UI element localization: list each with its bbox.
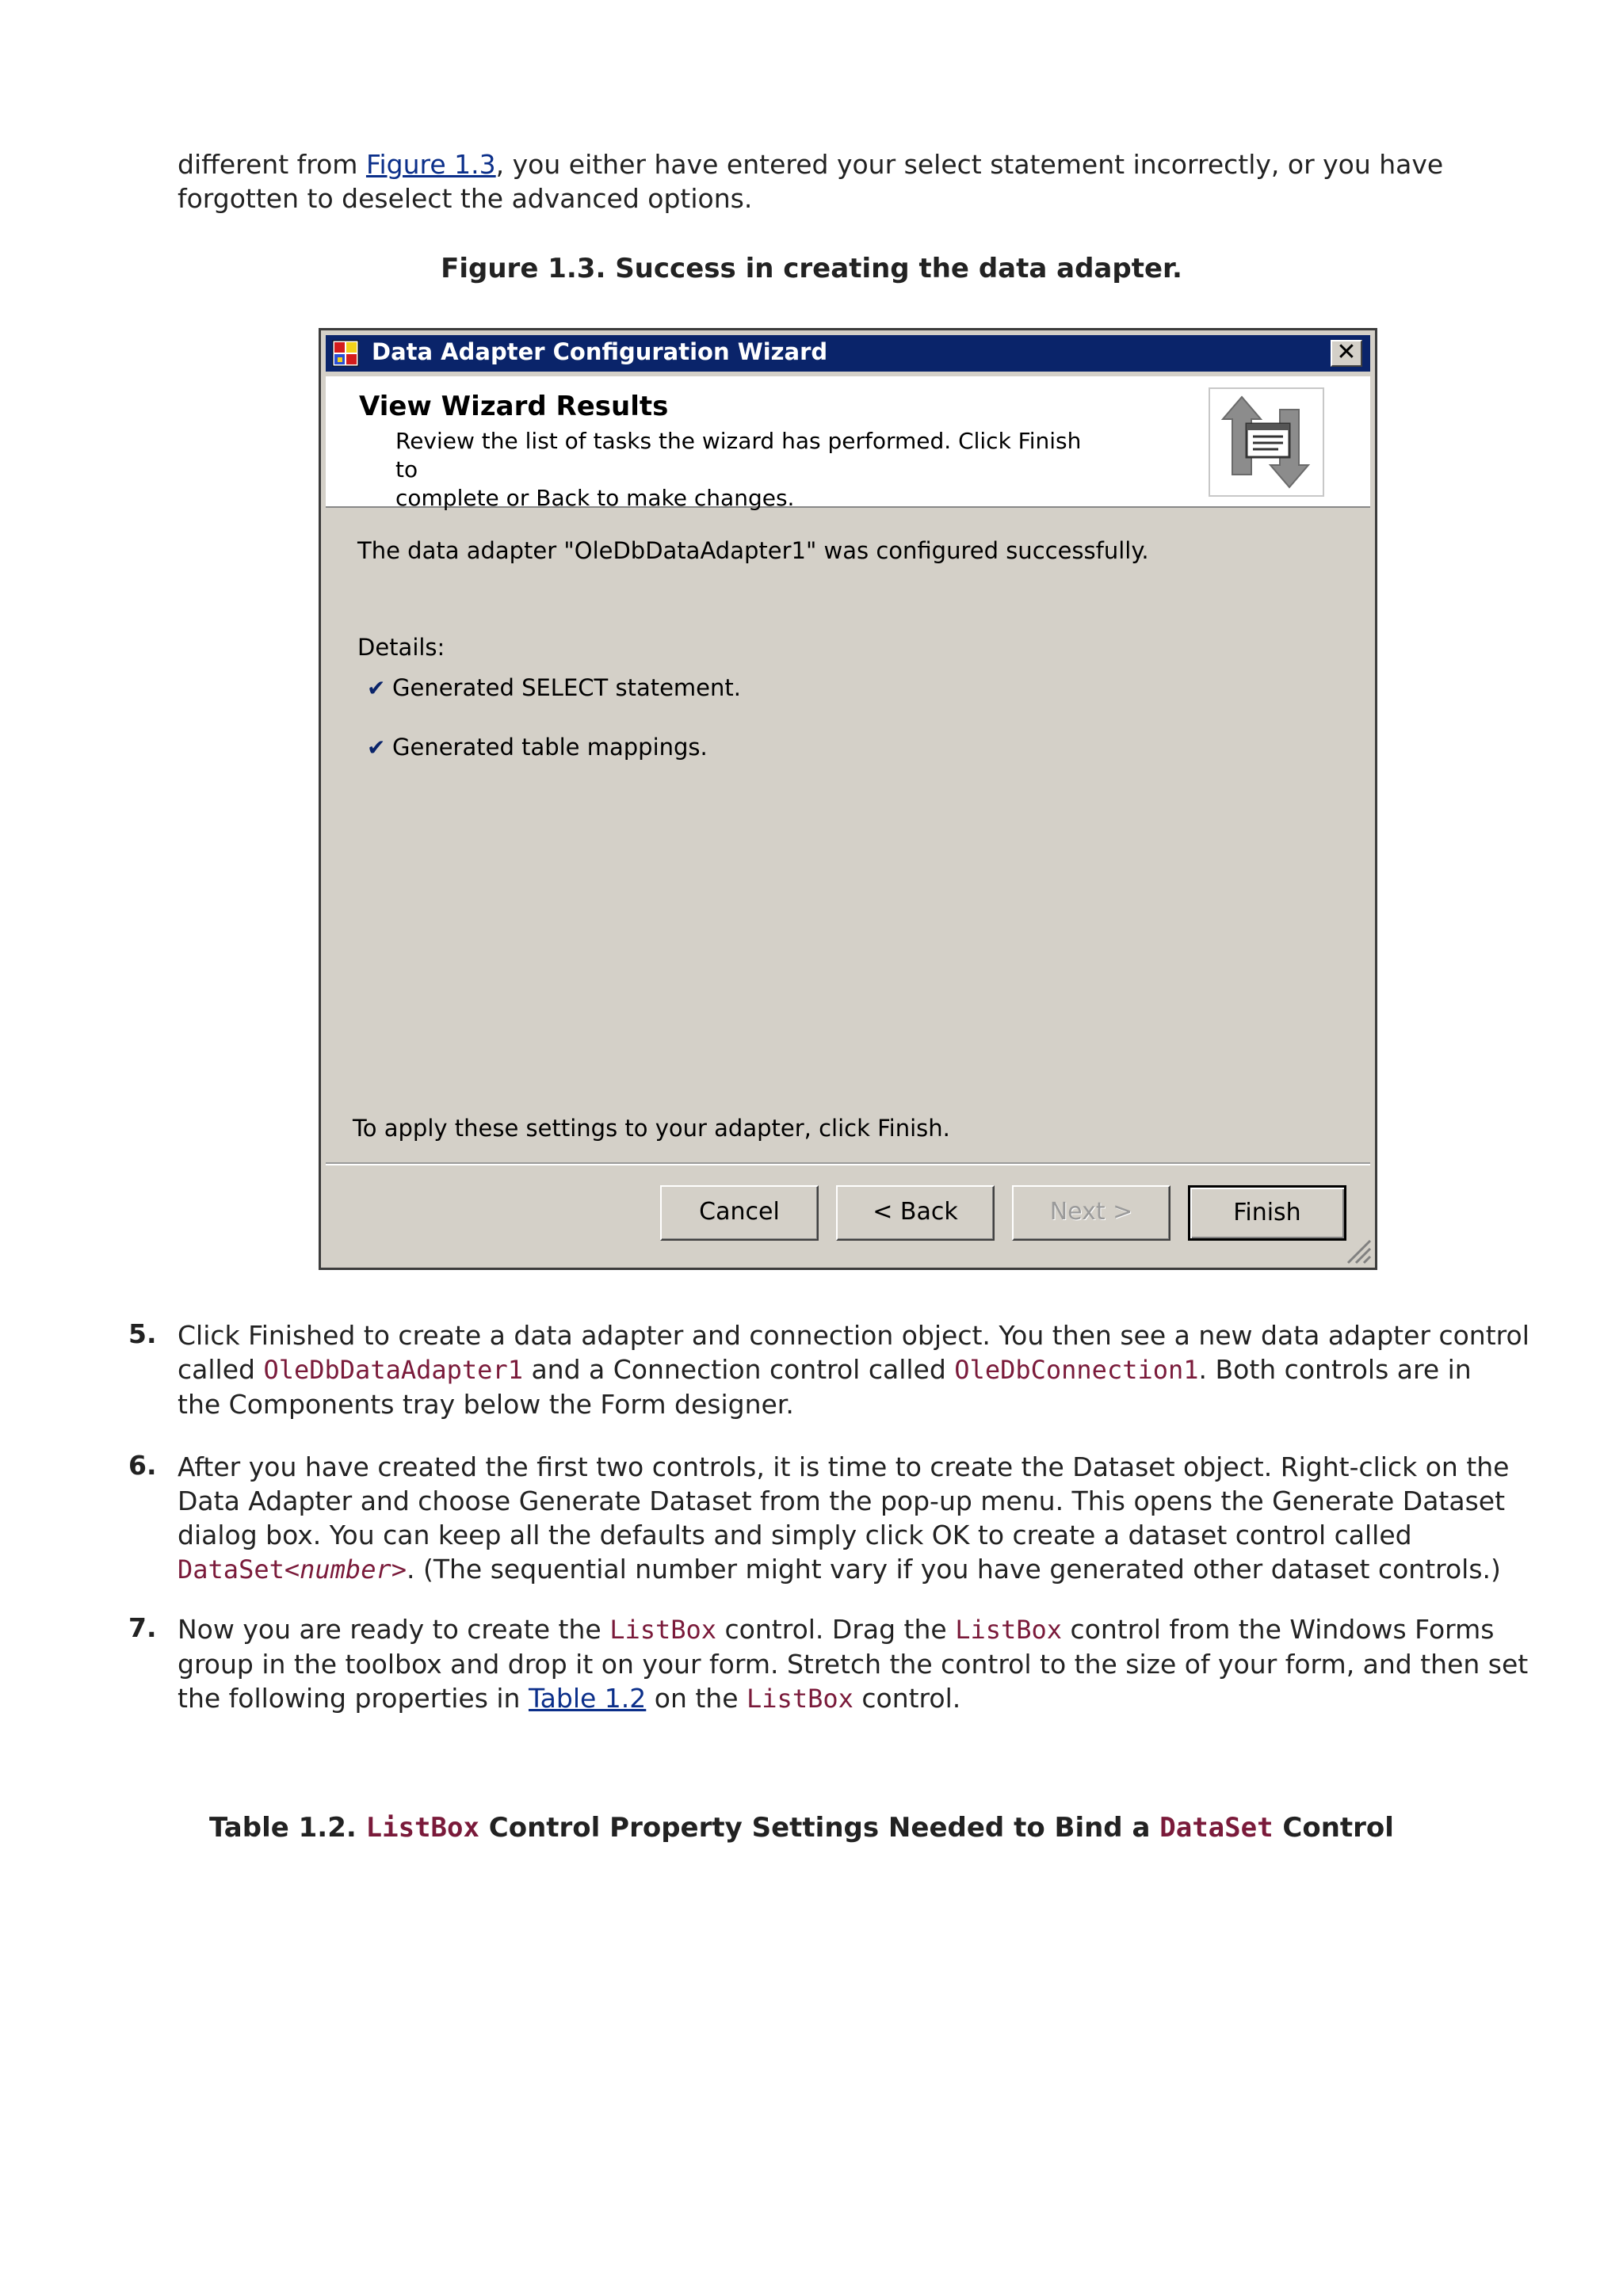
table-caption: Table 1.2. ListBox Control Property Settings Needed to Bind a DataSet Control [209,1812,1394,1844]
step7-line3: the following properties in Table 1.2 on the ListBox control. [178,1683,961,1714]
wizard-step-description: Review the list of tasks the wizard has performed. Click Finish to complete or Back to make changes. [395,428,1082,511]
code-term: DataSet [178,1554,285,1585]
code-term: OleDbConnection1 [954,1355,1199,1385]
resize-grip-icon[interactable] [1343,1236,1372,1264]
wizard-step-title: View Wizard Results [359,391,669,422]
step-number: 6. [128,1450,157,1481]
next-button: Next > [1012,1185,1170,1241]
step-number: 5. [128,1318,157,1349]
wizard-dialog [319,328,1377,1270]
close-icon: ✕ [1336,338,1357,366]
step6-line4: DataSet<number>. (The sequential number might vary if you have generated other dataset controls.) [178,1554,1501,1585]
success-message: The data adapter "OleDbDataAdapter1" was configured successfully. [357,537,1149,564]
wizard-header [326,376,1370,511]
step5-line3: the Components tray below the Form designer. [178,1389,794,1420]
details-label: Details: [357,634,445,661]
title-bar [326,335,1370,372]
checkmark-icon: ✔ [367,675,386,701]
finish-button[interactable]: Finish [1188,1185,1346,1241]
code-term: ListBox [955,1615,1063,1645]
intro-paragraph-line2: forgotten to deselect the advanced options. [178,183,753,214]
data-transfer-icon [1209,387,1324,497]
step-number: 7. [128,1612,157,1643]
code-term-placeholder: <number> [284,1554,407,1585]
figure-caption: Figure 1.3. Success in creating the data adapter. [441,253,1182,284]
step5-line2: called OleDbDataAdapter1 and a Connection control called OleDbConnection1. Both controls are in [178,1354,1472,1385]
close-button[interactable] [1331,340,1362,367]
step5-line1: Click Finished to create a data adapter and connection object. You then see a new data adapter control [178,1320,1529,1351]
details-item: ✔ Generated table mappings. [367,734,708,761]
checkmark-icon: ✔ [367,734,386,761]
table-link[interactable]: Table 1.2 [528,1683,647,1714]
apply-instructions: To apply these settings to your adapter, click Finish. [353,1115,950,1142]
step7-line2: group in the toolbox and drop it on your form. Stretch the control to the size of your form, and then set [178,1649,1529,1680]
dialog-title: Data Adapter Configuration Wizard [372,338,828,365]
code-term: ListBox [365,1812,479,1844]
step7-line1: Now you are ready to create the ListBox control. Drag the ListBox control from the Windows Forms [178,1614,1495,1645]
wizard-app-icon [332,340,359,367]
intro-paragraph-line1: different from Figure 1.3, you either have entered your select statement incorrectly, or you have [178,149,1444,180]
step6-line3: dialog box. You can keep all the defaults and simply click OK to create a dataset control called [178,1520,1412,1550]
footer-divider [326,1162,1370,1165]
code-term: ListBox [747,1684,854,1714]
figure-link[interactable]: Figure 1.3 [365,149,496,180]
code-term: DataSet [1159,1812,1274,1844]
step6-line2: Data Adapter and choose Generate Dataset from the pop-up menu. This opens the Generate Dataset [178,1486,1506,1516]
cancel-button[interactable]: Cancel [660,1185,819,1241]
code-term: OleDbDataAdapter1 [263,1355,523,1385]
step6-line1: After you have created the first two controls, it is time to create the Dataset object. Right-click on the [178,1451,1510,1482]
back-button[interactable]: < Back [836,1185,995,1241]
details-item: ✔ Generated SELECT statement. [367,674,741,701]
code-term: ListBox [609,1615,717,1645]
